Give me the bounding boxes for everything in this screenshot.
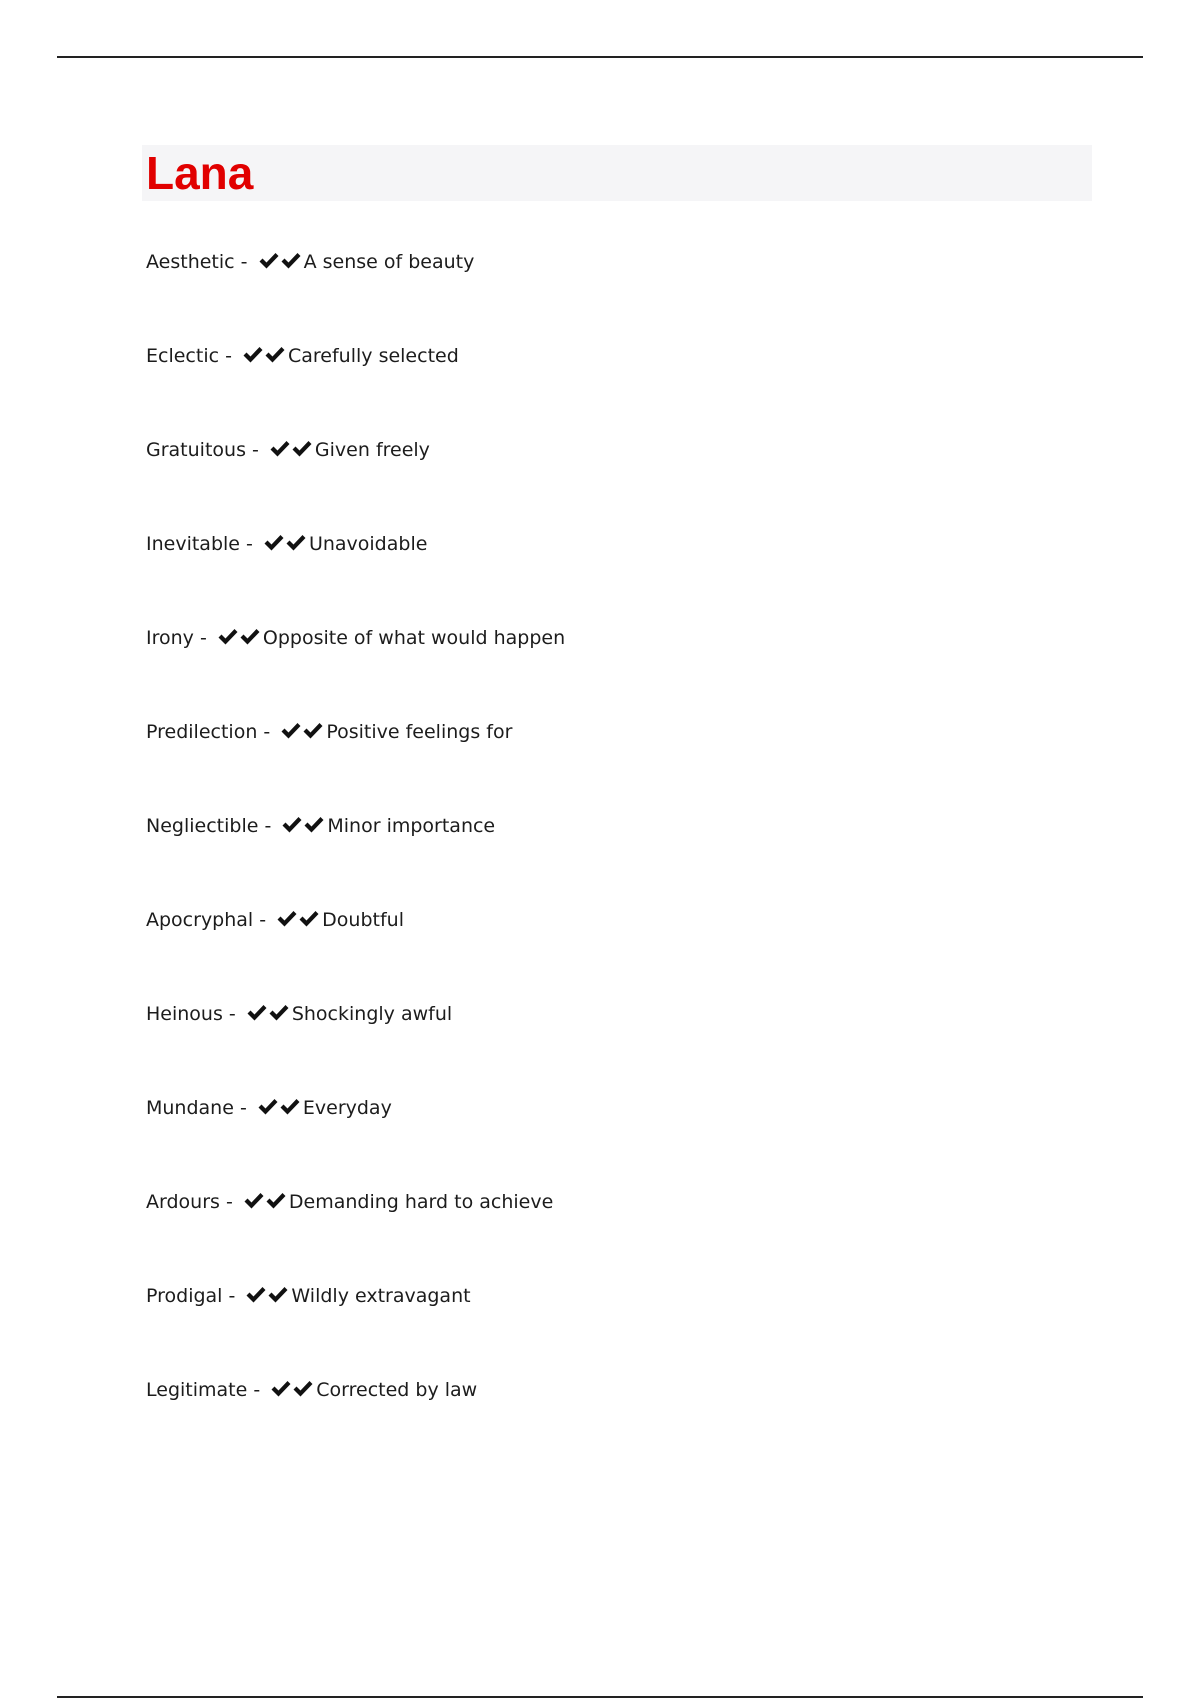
checkmark-icon xyxy=(246,1004,268,1022)
term-definition: Unavoidable xyxy=(308,533,428,555)
term-definition: A sense of beauty xyxy=(303,251,475,273)
list-item xyxy=(146,626,565,720)
term-word: Heinous xyxy=(146,1003,223,1025)
checkmark-icon xyxy=(239,628,261,646)
check-pair xyxy=(257,1097,301,1119)
term-separator: - xyxy=(259,909,267,931)
term-definition: Given freely xyxy=(314,439,430,461)
term-word: Apocryphal xyxy=(146,909,254,931)
term-definition: Shockingly awful xyxy=(291,1003,453,1025)
term-definition: Minor importance xyxy=(327,815,496,837)
checkmark-icon xyxy=(267,1286,289,1304)
term-word: Irony xyxy=(146,627,194,649)
check-pair xyxy=(263,533,307,555)
checkmark-icon xyxy=(280,252,302,270)
check-pair xyxy=(242,345,286,367)
term-word: Predilection xyxy=(146,721,258,743)
term-separator: - xyxy=(225,345,232,367)
check-pair xyxy=(281,815,325,837)
checkmark-icon xyxy=(276,910,298,928)
list-item xyxy=(146,1378,565,1472)
term-word: Prodigal xyxy=(146,1285,223,1307)
list-item xyxy=(146,814,565,908)
term-separator: - xyxy=(263,721,271,743)
check-pair xyxy=(280,721,324,743)
term-separator: - xyxy=(246,533,253,555)
title-band xyxy=(142,145,1092,201)
term-definition: Demanding hard to achieve xyxy=(288,1191,554,1213)
term-definition: Wildly extravagant xyxy=(291,1285,471,1307)
list-item xyxy=(146,1002,565,1096)
checkmark-icon xyxy=(217,628,239,646)
term-separator: - xyxy=(228,1285,236,1307)
term-word: Mundane xyxy=(146,1097,234,1119)
list-item xyxy=(146,908,565,1002)
term-definition: Opposite of what would happen xyxy=(262,627,566,649)
checkmark-icon xyxy=(303,816,325,834)
term-word: Ardours xyxy=(146,1191,220,1213)
term-separator: - xyxy=(240,251,248,273)
list-item xyxy=(146,344,565,438)
term-word: Inevitable xyxy=(146,533,240,555)
checkmark-icon xyxy=(264,346,286,364)
check-pair xyxy=(270,1379,314,1401)
term-definition: Carefully selected xyxy=(288,345,459,367)
check-pair xyxy=(258,251,302,273)
term-list xyxy=(146,250,565,1472)
term-separator: - xyxy=(253,1379,261,1401)
list-item xyxy=(146,532,565,626)
term-separator: - xyxy=(252,439,259,461)
term-word: Gratuitous xyxy=(146,439,246,461)
bottom-rule xyxy=(57,1696,1143,1698)
checkmark-icon xyxy=(302,722,324,740)
list-item xyxy=(146,1190,565,1284)
term-separator: - xyxy=(199,627,207,649)
term-word: Aesthetic xyxy=(146,251,235,273)
checkmark-icon xyxy=(270,1380,292,1398)
term-definition: Corrected by law xyxy=(316,1379,478,1401)
list-item xyxy=(146,1284,565,1378)
checkmark-icon xyxy=(279,1098,301,1116)
checkmark-icon xyxy=(258,252,280,270)
checkmark-icon xyxy=(281,816,303,834)
list-item xyxy=(146,1096,565,1190)
checkmark-icon xyxy=(263,534,285,552)
term-separator: - xyxy=(239,1097,247,1119)
term-separator: - xyxy=(225,1191,233,1213)
checkmark-icon xyxy=(242,346,264,364)
term-word: Eclectic xyxy=(146,345,220,367)
term-definition: Positive feelings for xyxy=(326,721,513,743)
term-definition: Doubtful xyxy=(322,909,404,931)
check-pair xyxy=(243,1191,287,1213)
checkmark-icon xyxy=(243,1192,265,1210)
top-rule xyxy=(57,56,1143,58)
checkmark-icon xyxy=(291,440,313,458)
check-pair xyxy=(245,1285,289,1307)
checkmark-icon xyxy=(257,1098,279,1116)
checkmark-icon xyxy=(292,1380,314,1398)
check-pair xyxy=(217,627,261,649)
check-pair xyxy=(246,1003,290,1025)
checkmark-icon xyxy=(265,1192,287,1210)
list-item xyxy=(146,438,565,532)
checkmark-icon xyxy=(280,722,302,740)
term-separator: - xyxy=(264,815,272,837)
list-item xyxy=(146,250,565,344)
checkmark-icon xyxy=(269,440,291,458)
checkmark-icon xyxy=(245,1286,267,1304)
checkmark-icon xyxy=(268,1004,290,1022)
checkmark-icon xyxy=(285,534,307,552)
checkmark-icon xyxy=(298,910,320,928)
check-pair xyxy=(269,439,313,461)
term-word: Negliectible xyxy=(146,815,259,837)
term-definition: Everyday xyxy=(302,1097,392,1119)
term-separator: - xyxy=(228,1003,236,1025)
list-item xyxy=(146,720,565,814)
term-word: Legitimate xyxy=(146,1379,248,1401)
page-title: Lana xyxy=(146,147,254,199)
check-pair xyxy=(276,909,320,931)
